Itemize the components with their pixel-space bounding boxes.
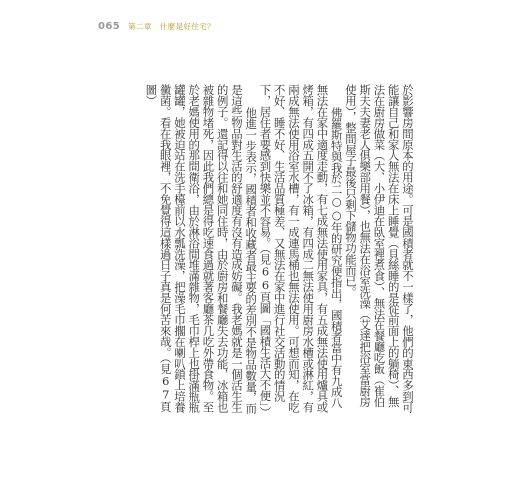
body-text — [115, 84, 415, 417]
paragraph-1: 於影響房間原本的用途。可是國積者就不一樣了，他們的東西多到可能讓自己和家人無法在床上睡覺（貝絲睡的是從前面上的躺椅）、無法在廚房做菜（大、小伊迪在臥室裡煮食）、無法在餐廳吃飯（崔伯斯夫夫妻老人俱樂部用餐），也無法在浴室洗澡（艾達把浴室當廚房使用），整間屋子最後只剩下儲物功能而已。 — [344, 84, 415, 413]
page-number: 065 — [98, 20, 121, 32]
chapter-title: 什麼是好住宅？ — [159, 21, 216, 31]
running-header — [98, 18, 215, 34]
chapter-label: 第二章 — [128, 21, 152, 31]
paragraph-2: 佛羅斯特與我於二○○年的研究便指出，國積者當中有九成八無法在家中適度走動，有七成無法使用家具，有五成無法使用爐具或烤箱，有四成五開不了冰箱，有四成二無法使用廚房水槽或淋紅，有兩成無法使用浴室水槽，有一成連馬桶也無法使用。可想而知，在吃不好、睡不好、生活品質極差、又無法在家中進行社交活動的情況下，居住者要感到快樂並不容易。（見66頁圖「國積生活大不便」） — [258, 84, 344, 417]
paragraph-3: 他進一步表示，國積者和收藏者最主要的差別不是物品數量，而是這些物品對生活的舒適度有沒有造成妨礙。我老媽就是一個活生生的例子。還記得以往和她同住時，由於廚房和餐廳失去功能，冰箱也被雜物堵死，因此我們總是得吃速食過就著客廳茶几吃外帶食物。至於老媽使用的那間衛浴，由於淋浴間堆滿雜物，毛巾桿上也掛滿瓶瓶罐罐，她被迫站在洗手檯前以水瓢洗澡，把澡毛巾擱在喇叭鎖上培養黴菌。看在我眼裡，不免覺得這樣過日子真是何苦來哉。（見67頁圖） — [144, 84, 259, 414]
